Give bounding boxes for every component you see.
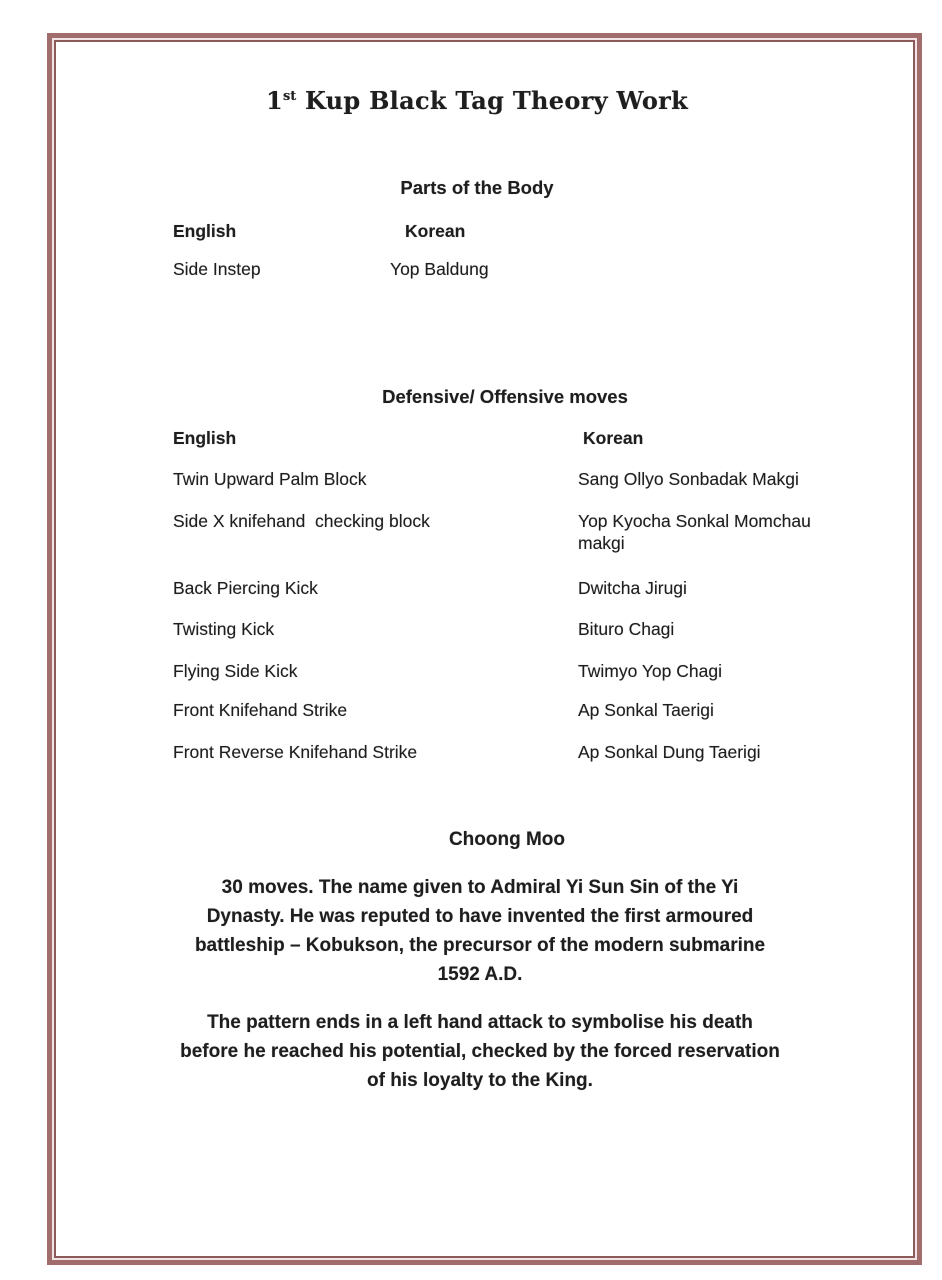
cell-korean: Sang Ollyo Sonbadak Makgi: [578, 469, 799, 489]
cell-korean: Ap Sonkal Taerigi: [578, 700, 714, 720]
cell-english: Side X knifehand checking block: [173, 511, 430, 531]
paragraph-line: Dynasty. He was reputed to have invented the first armoured: [206, 906, 754, 927]
paragraph-line: before he reached his potential, checked by the forced reservation: [180, 1041, 780, 1062]
section-heading-choong-moo: Choong Moo: [448, 829, 566, 850]
page-title: [0, 86, 942, 121]
paragraph-line: battleship – Kobukson, the precursor of the modern submarine: [194, 935, 766, 956]
table-row: [0, 699, 942, 721]
column-header-english: English: [173, 221, 237, 241]
title-superscript: st: [282, 89, 297, 104]
moves-table-header-row: [0, 427, 942, 449]
table-row: [0, 618, 942, 640]
cell-english: Front Reverse Knifehand Strike: [173, 742, 418, 762]
column-header-english: English: [173, 428, 237, 448]
section-heading-defensive-offensive-moves: Defensive/ Offensive moves: [382, 386, 628, 407]
cell-english: Side Instep: [173, 259, 261, 279]
paragraph-line: 30 moves. The name given to Admiral Yi Sun Sin of the Yi: [221, 877, 739, 898]
cell-korean: Bituro Chagi: [578, 619, 675, 639]
table-row: [0, 577, 942, 599]
cell-korean: Dwitcha Jirugi: [578, 578, 687, 598]
cell-korean: Yop Baldung: [390, 259, 489, 279]
title-number: 1: [265, 86, 283, 115]
cell-english: Twin Upward Palm Block: [173, 469, 367, 489]
column-header-korean: Korean: [583, 428, 644, 448]
choong-moo-paragraph-1: [110, 873, 850, 989]
cell-english: Twisting Kick: [173, 619, 275, 639]
cell-korean: Twimyo Yop Chagi: [578, 661, 722, 681]
cell-english: Flying Side Kick: [173, 661, 298, 681]
choong-moo-paragraph-2: [110, 1008, 850, 1095]
paragraph-line: 1592 A.D.: [437, 964, 523, 985]
cell-korean: Yop Kyocha Sonkal Momchau makgi: [578, 511, 816, 553]
table-row: [0, 258, 942, 280]
column-header-korean: Korean: [405, 221, 466, 241]
paragraph-line: The pattern ends in a left hand attack to symbolise his death: [207, 1012, 753, 1033]
title-text: Kup Black Tag Theory Work: [296, 86, 688, 115]
table-row: [0, 741, 942, 763]
section-heading-parts-of-the-body: Parts of the Body: [400, 177, 554, 198]
table-row: [0, 510, 942, 554]
paragraph-line: of his loyalty to the King.: [367, 1070, 593, 1091]
parts-table-header-row: [0, 220, 942, 242]
cell-korean: Ap Sonkal Dung Taerigi: [578, 742, 761, 762]
cell-english: Front Knifehand Strike: [173, 700, 348, 720]
table-row: [0, 468, 942, 490]
cell-english: Back Piercing Kick: [173, 578, 318, 598]
table-row: [0, 660, 942, 682]
